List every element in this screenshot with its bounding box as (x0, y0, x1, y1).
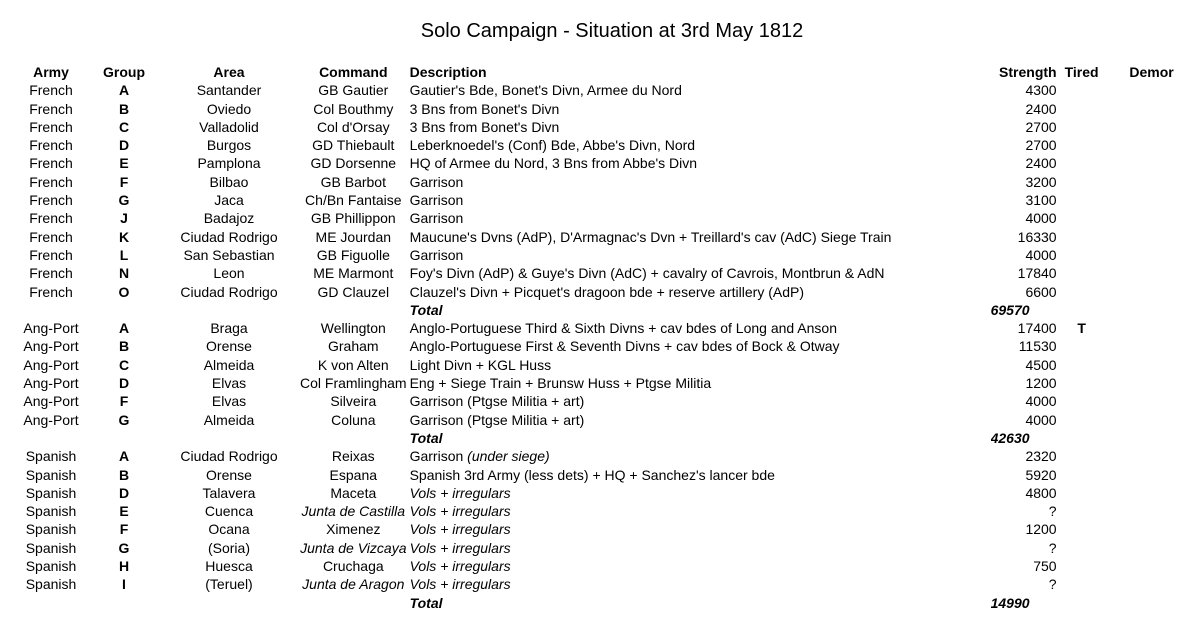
total-label: Total (409, 594, 443, 611)
area-cell: Almeida (203, 356, 255, 373)
table-row (12, 337, 1197, 355)
army-cell: Ang-Port (23, 411, 79, 428)
tired-cell (1057, 466, 1107, 484)
page-title: Solo Campaign - Situation at 3rd May 1812 (420, 20, 804, 42)
strength-cell: 5920 (1025, 466, 1057, 483)
army-cell: Ang-Port (23, 375, 79, 392)
table-row (12, 484, 1197, 502)
tired-cell (1057, 264, 1107, 282)
army-cell: Ang-Port (23, 356, 79, 373)
command-cell: Col d'Orsay (316, 118, 390, 135)
total-label: Total (409, 301, 443, 318)
total-value: 69570 (990, 301, 1030, 318)
demor-cell (1107, 557, 1197, 575)
demor-cell (1107, 520, 1197, 538)
tired-cell (1057, 374, 1107, 392)
strength-cell: 750 (1033, 558, 1057, 575)
demor-cell (1107, 466, 1197, 484)
table-row (12, 118, 1197, 136)
army-cell: Ang-Port (23, 393, 79, 410)
command-cell (300, 575, 407, 593)
group-cell: J (120, 210, 128, 227)
group-cell: D (118, 375, 130, 392)
description-cell: Leberknoedel's (Conf) Bde, Abbe's Divn, Nord (409, 137, 696, 154)
command-cell: GB Gautier (318, 82, 389, 99)
empty-cell (12, 301, 90, 319)
strength-cell: 2700 (1025, 137, 1057, 154)
command-cell: Wellington (320, 320, 386, 337)
table-row (12, 209, 1197, 227)
strength-cell: 6600 (1025, 283, 1057, 300)
description-cell-italic: Vols + irregulars (409, 558, 511, 575)
command-cell: Reixas (331, 448, 375, 465)
strength-cell: ? (1048, 539, 1057, 556)
description-cell: Garrison (409, 246, 464, 263)
tired-cell (1057, 447, 1107, 465)
table-row (12, 575, 1197, 593)
group-cell: G (118, 411, 130, 428)
tired-cell (1057, 173, 1107, 191)
area-cell: Oviedo (206, 100, 252, 117)
demor-cell (1107, 356, 1197, 374)
header-group: Group (103, 64, 145, 80)
army-cell: French (29, 246, 73, 263)
header-army: Army (33, 64, 69, 80)
tired-cell: T (1077, 320, 1086, 337)
strength-cell: 17400 (1017, 320, 1057, 337)
table-row (12, 191, 1197, 209)
total-value: 42630 (990, 429, 1030, 446)
empty-cell (158, 301, 300, 319)
table-row (12, 356, 1197, 374)
empty-cell (300, 301, 407, 319)
total-row (12, 594, 1197, 612)
description-cell-italic: Vols + irregulars (409, 503, 511, 520)
empty-cell (158, 429, 300, 447)
demor-cell (1107, 392, 1197, 410)
table-row (12, 502, 1197, 520)
army-cell: French (29, 100, 73, 117)
table-row (12, 466, 1197, 484)
table-row (12, 264, 1197, 282)
army-cell: Spanish (25, 521, 77, 538)
tired-cell (1057, 539, 1107, 557)
tired-cell (1057, 557, 1107, 575)
area-cell: Ciudad Rodrigo (180, 448, 278, 465)
group-cell: F (119, 173, 129, 190)
area-cell: Elvas (211, 393, 247, 410)
description-cell: Foy's Divn (AdP) & Guye's Divn (AdC) + cavalry of Cavrois, Montbrun & AdN (409, 265, 885, 282)
demor-cell (1107, 539, 1197, 557)
empty-cell (300, 594, 407, 612)
command-cell: ME Marmont (313, 265, 394, 282)
strength-cell: ? (1048, 503, 1057, 520)
description-cell-italic: Vols + irregulars (409, 539, 511, 556)
army-cell: Ang-Port (23, 320, 79, 337)
empty-cell (90, 594, 158, 612)
demor-cell (1107, 484, 1197, 502)
command-cell: Coluna (331, 411, 376, 428)
group-cell: D (118, 137, 130, 154)
army-cell: French (29, 210, 73, 227)
command-cell: ME Jourdan (315, 228, 392, 245)
total-row (12, 301, 1197, 319)
tired-cell (1057, 100, 1107, 118)
area-cell: San Sebastian (183, 246, 275, 263)
description-cell: Light Divn + KGL Huss (409, 356, 552, 373)
area-cell: Santander (196, 82, 262, 99)
command-cell: GB Figuolle (316, 246, 390, 263)
area-cell: Orense (206, 338, 252, 355)
demor-cell (1107, 81, 1197, 99)
command-cell (300, 539, 407, 557)
description-cell: Garrison (409, 173, 464, 190)
demor-cell (1107, 228, 1197, 246)
description-cell: Gautier's Bde, Bonet's Divn, Armee du Nord (409, 82, 682, 99)
tired-cell (1057, 209, 1107, 227)
army-cell: French (29, 155, 73, 172)
description-cell: 3 Bns from Bonet's Divn (409, 100, 560, 117)
total-label: Total (409, 429, 443, 446)
description-cell: Maucune's Dvns (AdP), D'Armagnac's Dvn + Treillard's cav (AdC) Siege Train (409, 228, 892, 245)
group-cell: F (119, 521, 129, 538)
tired-cell (1057, 118, 1107, 136)
description-cell-italic: Vols + irregulars (409, 521, 511, 538)
strength-cell: 1200 (1025, 521, 1057, 538)
tired-cell (1057, 228, 1107, 246)
command-cell: Ch/Bn Fantaise (305, 192, 402, 209)
strength-cell: 3100 (1025, 192, 1057, 209)
area-cell: Braga (210, 320, 248, 337)
table-row (12, 136, 1197, 154)
description-cell-italic: (under siege) (463, 448, 550, 465)
army-cell: Spanish (25, 539, 77, 556)
header-strength: Strength (999, 64, 1057, 80)
group-cell: O (118, 283, 130, 300)
command-cell: Col Bouthmy (313, 100, 394, 117)
area-cell: Pamplona (197, 155, 261, 172)
group-cell: A (118, 448, 130, 465)
army-cell: Spanish (25, 466, 77, 483)
command-cell: Cruchaga (322, 558, 384, 575)
strength-cell: 4000 (1025, 210, 1057, 227)
demor-cell (1107, 319, 1197, 337)
group-cell: G (118, 539, 130, 556)
tired-cell (1057, 502, 1107, 520)
table-row (12, 411, 1197, 429)
description-cell (407, 575, 991, 593)
campaign-table (12, 63, 1197, 612)
empty-cell (1107, 594, 1197, 612)
demor-cell (1107, 502, 1197, 520)
demor-cell (1107, 246, 1197, 264)
header-demor: Demor (1129, 64, 1174, 80)
demor-cell (1107, 154, 1197, 172)
demor-cell (1107, 283, 1197, 301)
area-cell: Ciudad Rodrigo (180, 283, 278, 300)
description-cell-italic: Vols + irregulars (409, 484, 511, 501)
header-description: Description (409, 64, 487, 80)
area-cell: Orense (206, 466, 252, 483)
description-cell: Anglo-Portuguese Third & Sixth Divns + cav bdes of Long and Anson (409, 320, 837, 337)
army-cell: French (29, 82, 73, 99)
table-body (12, 81, 1197, 612)
strength-cell: 17840 (1017, 265, 1057, 282)
command-cell: Col Framlingham (300, 375, 407, 392)
description-cell (407, 539, 991, 557)
table-row (12, 154, 1197, 172)
description-cell: HQ of Armee du Nord, 3 Bns from Abbe's Divn (409, 155, 698, 172)
tired-cell (1057, 392, 1107, 410)
demor-cell (1107, 374, 1197, 392)
army-cell: Ang-Port (23, 338, 79, 355)
group-cell: A (118, 82, 130, 99)
strength-cell: 4000 (1025, 411, 1057, 428)
table-row (12, 283, 1197, 301)
table-row (12, 319, 1197, 337)
strength-cell: 3200 (1025, 173, 1057, 190)
empty-cell (90, 301, 158, 319)
empty-cell (1107, 429, 1197, 447)
demor-cell (1107, 264, 1197, 282)
table-row (12, 246, 1197, 264)
group-cell: K (118, 228, 130, 245)
area-cell: Cuenca (204, 503, 254, 520)
area-cell: Leon (213, 265, 245, 282)
group-cell: B (118, 466, 130, 483)
table-row (12, 81, 1197, 99)
total-value: 14990 (990, 594, 1030, 611)
army-cell: Spanish (25, 576, 77, 593)
table-row (12, 100, 1197, 118)
table-row (12, 557, 1197, 575)
group-cell: E (119, 503, 129, 520)
command-cell: GD Clauzel (317, 283, 390, 300)
description-cell (407, 520, 991, 538)
description-cell (407, 502, 991, 520)
tired-cell (1057, 81, 1107, 99)
tired-cell (1057, 484, 1107, 502)
empty-cell (158, 594, 300, 612)
description-cell: Garrison (409, 210, 464, 227)
strength-cell: ? (1048, 576, 1057, 593)
army-cell: French (29, 137, 73, 154)
group-cell: I (122, 576, 126, 593)
description-cell: Garrison (Ptgse Militia + art) (409, 411, 585, 428)
area-cell: Ocana (208, 521, 250, 538)
strength-cell: 2400 (1025, 155, 1057, 172)
group-cell: G (118, 192, 130, 209)
area-cell: Jaca (214, 192, 244, 209)
table-row (12, 539, 1197, 557)
description-cell: Garrison (409, 192, 464, 209)
command-cell-italic: Junta de Castilla (301, 503, 406, 520)
area-cell: Valladolid (199, 118, 259, 135)
army-cell: French (29, 265, 73, 282)
area-cell: (Teruel) (205, 576, 253, 593)
area-cell: Badajoz (203, 210, 255, 227)
description-cell (407, 557, 991, 575)
strength-cell: 4000 (1025, 393, 1057, 410)
area-cell: Almeida (203, 411, 255, 428)
table-row (12, 447, 1197, 465)
description-cell: Anglo-Portuguese First & Seventh Divns + cav bdes of Bock & Otway (409, 338, 840, 355)
group-cell: C (118, 118, 130, 135)
empty-cell (12, 594, 90, 612)
group-cell: B (118, 338, 130, 355)
description-cell: Spanish 3rd Army (less dets) + HQ + Sanchez's lancer bde (409, 466, 775, 483)
tired-cell (1057, 246, 1107, 264)
strength-cell: 4800 (1025, 484, 1057, 501)
strength-cell: 2400 (1025, 100, 1057, 117)
area-cell: Elvas (211, 375, 247, 392)
command-cell: Graham (328, 338, 379, 355)
command-cell: Ximenez (326, 521, 381, 538)
command-cell-italic: Junta de Aragon (302, 576, 405, 593)
empty-cell (12, 429, 90, 447)
group-cell: B (118, 100, 130, 117)
command-cell: Maceta (330, 484, 377, 501)
group-cell: L (119, 246, 129, 263)
description-cell-italic: Vols + irregulars (409, 576, 511, 593)
demor-cell (1107, 575, 1197, 593)
demor-cell (1107, 136, 1197, 154)
army-cell: Spanish (25, 503, 77, 520)
area-cell: Burgos (206, 137, 252, 154)
strength-cell: 16330 (1017, 228, 1057, 245)
description-cell: 3 Bns from Bonet's Divn (409, 118, 560, 135)
tired-cell (1057, 411, 1107, 429)
group-cell: E (119, 155, 129, 172)
area-cell: Bilbao (209, 173, 249, 190)
strength-cell: 2700 (1025, 118, 1057, 135)
army-cell: Spanish (25, 448, 77, 465)
tired-cell (1057, 283, 1107, 301)
group-cell: C (118, 356, 130, 373)
area-cell: Huesca (205, 558, 253, 575)
description-cell: Clauzel's Divn + Picquet's dragoon bde + reserve artillery (AdP) (409, 283, 805, 300)
army-cell: French (29, 173, 73, 190)
empty-cell (90, 429, 158, 447)
command-cell (300, 502, 407, 520)
empty-cell (300, 429, 407, 447)
table-row (12, 392, 1197, 410)
demor-cell (1107, 118, 1197, 136)
tired-cell (1057, 191, 1107, 209)
area-cell: Talavera (202, 484, 256, 501)
command-cell: GB Phillippon (310, 210, 396, 227)
tired-cell (1057, 154, 1107, 172)
header-tired: Tired (1064, 64, 1099, 80)
demor-cell (1107, 100, 1197, 118)
empty-cell (1107, 301, 1197, 319)
command-cell: Espana (329, 466, 378, 483)
strength-cell: 4300 (1025, 82, 1057, 99)
demor-cell (1107, 411, 1197, 429)
header-area: Area (213, 64, 245, 80)
group-cell: A (118, 320, 130, 337)
header-command: Command (319, 64, 388, 80)
area-cell: (Soria) (207, 539, 250, 556)
demor-cell (1107, 191, 1197, 209)
description-cell: Garrison (under siege) (409, 448, 550, 465)
tired-cell (1057, 337, 1107, 355)
demor-cell (1107, 209, 1197, 227)
army-cell: Spanish (25, 558, 77, 575)
army-cell: French (29, 192, 73, 209)
total-row (12, 429, 1197, 447)
strength-cell: 4000 (1025, 246, 1057, 263)
strength-cell: 2320 (1025, 448, 1057, 465)
description-cell (407, 484, 991, 502)
strength-cell: 4500 (1025, 356, 1057, 373)
command-cell: GD Dorsenne (310, 155, 397, 172)
strength-cell: 11530 (1018, 338, 1057, 355)
table-row (12, 374, 1197, 392)
group-cell: D (118, 484, 130, 501)
table-row (12, 228, 1197, 246)
tired-cell (1057, 575, 1107, 593)
area-cell: Ciudad Rodrigo (180, 228, 278, 245)
army-cell: French (29, 118, 73, 135)
command-cell: Silveira (330, 393, 377, 410)
army-cell: French (29, 283, 73, 300)
command-cell-italic: Junta de Vizcaya (300, 539, 407, 556)
demor-cell (1107, 447, 1197, 465)
demor-cell (1107, 337, 1197, 355)
header-row (12, 63, 1197, 81)
tired-cell (1057, 356, 1107, 374)
tired-cell (1057, 520, 1107, 538)
description-cell: Eng + Siege Train + Brunsw Huss + Ptgse Militia (409, 375, 712, 392)
strength-cell: 1200 (1025, 375, 1057, 392)
tired-cell (1057, 136, 1107, 154)
demor-cell (1107, 173, 1197, 191)
group-cell: F (119, 393, 129, 410)
army-cell: French (29, 228, 73, 245)
description-cell: Garrison (Ptgse Militia + art) (409, 393, 585, 410)
group-cell: N (118, 265, 130, 282)
group-cell: H (118, 558, 130, 575)
army-cell: Spanish (25, 484, 77, 501)
table-row (12, 520, 1197, 538)
command-cell: GB Barbot (320, 173, 386, 190)
table-row (12, 173, 1197, 191)
command-cell: GD Thiebault (312, 137, 395, 154)
command-cell: K von Alten (317, 356, 389, 373)
